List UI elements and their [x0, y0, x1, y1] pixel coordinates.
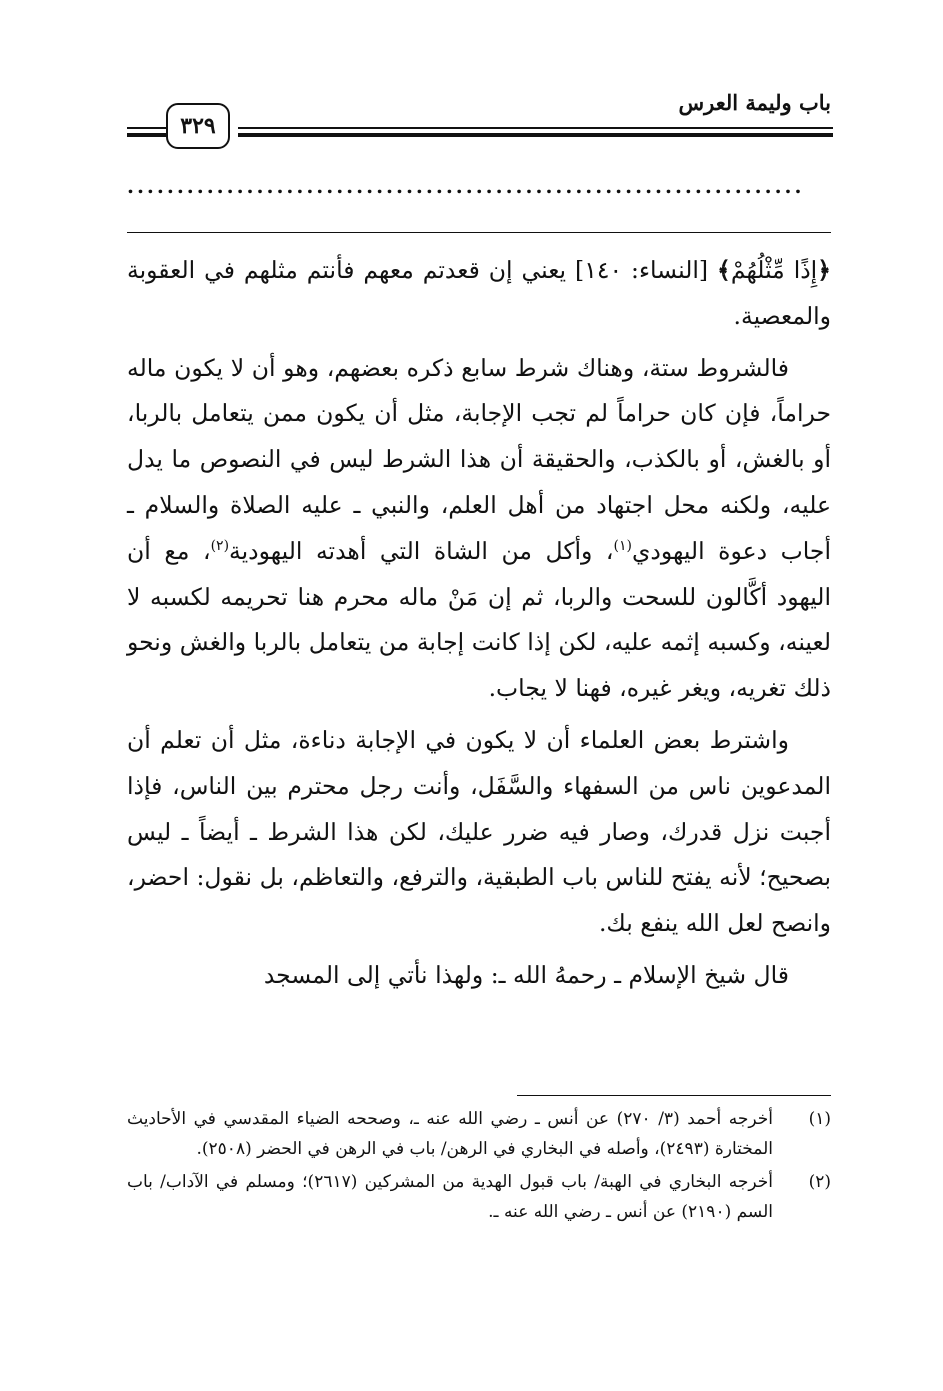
- footnote-ref-2[interactable]: (٢): [210, 537, 230, 554]
- header-rule: [238, 127, 833, 129]
- paragraph-2-part3: ، مع أن اليهود أكَّالون للسحت والربا، ثم إن مَنْ ماله محرم هنا تحريمه لكسبه لا لعينه، وكسبه إثمه عليه، لكن إذا كانت إجابة من يتعامل بالربا والغش ونحو ذلك تغريه، ويغر غيره، فهنا لا يجاب.: [127, 536, 831, 703]
- footnote-text: أخرجه أحمد (٣/ ٢٧٠) عن أنس ـ رضي الله عنه ـ، وصححه الضياء المقدسي في الأحاديث المختارة (٢٤٩٣)، وأصله في البخاري في الرهن/ باب في الرهن في الحضر (٢٥٠٨).: [127, 1109, 773, 1159]
- footnotes: [127, 1104, 831, 1230]
- verse-close-bracket: ﴾: [717, 256, 731, 284]
- footnote-text: أخرجه البخاري في الهبة/ باب قبول الهدية من المشركين (٢٦١٧)؛ ومسلم في الآداب/ باب السم (٢١٩٠) عن أنس ـ رضي الله عنه ـ.: [127, 1172, 773, 1222]
- paragraph-2-part2: ، وأكل من الشاة التي أهدته اليهودية: [229, 536, 614, 565]
- text-separator: [127, 232, 831, 233]
- footnote-1: [127, 1104, 831, 1164]
- dotted-divider: ....................................................................: [127, 174, 805, 196]
- verse-open-bracket: ﴿: [817, 256, 831, 284]
- paragraph-1: [127, 248, 831, 340]
- paragraph-2-part1: فالشروط ستة، وهناك شرط سابع ذكره بعضهم، وهو أن لا يكون ماله حراماً، فإن كان حراماً لم تجب الإجابة، مثل أن يكون ممن يتعامل بالربا، أو بالغش، أو بالكذب، والحقيقة أن هذا الشرط ليس في النصوص ما يدل عليه، ولكنه محل اجتهاد من أهل العلم، والنبي ـ عليه الصلاة والسلام ـ أجاب دعوة اليهودي: [127, 353, 831, 565]
- paragraph-2: [127, 346, 831, 712]
- footnote-number: (١): [808, 1109, 831, 1129]
- chapter-title: باب وليمة العرس: [678, 90, 831, 115]
- footnote-ref-1[interactable]: (١): [613, 537, 632, 554]
- page-number-text: ٣٢٩: [180, 113, 216, 139]
- header-rule-thick: [238, 133, 833, 137]
- paragraph-3: واشترط بعض العلماء أن لا يكون في الإجابة دناءة، مثل أن تعلم أن المدعوين ناس من السفهاء والسَّفَل، وأنت رجل محترم بين الناس، فإذا أجبت نزل قدرك، وصار فيه ضرر عليك، لكن هذا الشرط ـ أيضاً ـ ليس بصحيح؛ لأنه يفتح للناس باب الطبقية، والترفع، والتعاظم، بل نقول: احضر، وانصح لعل الله ينفع بك.: [127, 725, 831, 938]
- paragraph-1-text: [النساء: ١٤٠] يعني إن قعدتم معهم فأنتم مثلهم في العقوبة والمعصية.: [127, 256, 831, 330]
- page-number: [166, 103, 230, 149]
- paragraph-4: قال شيخ الإسلام ـ رحمهُ الله ـ: ولهذا نأتي إلى المسجد: [263, 960, 789, 989]
- quran-verse: إِذًا مِّثْلُهُمْ: [730, 256, 818, 284]
- header-rule-left: [127, 127, 167, 129]
- footnote-rule: [517, 1095, 831, 1096]
- header-rule-left-thick: [127, 133, 167, 137]
- footnote-2: [127, 1167, 831, 1227]
- footnote-number: (٢): [808, 1172, 831, 1192]
- main-text: [127, 248, 831, 999]
